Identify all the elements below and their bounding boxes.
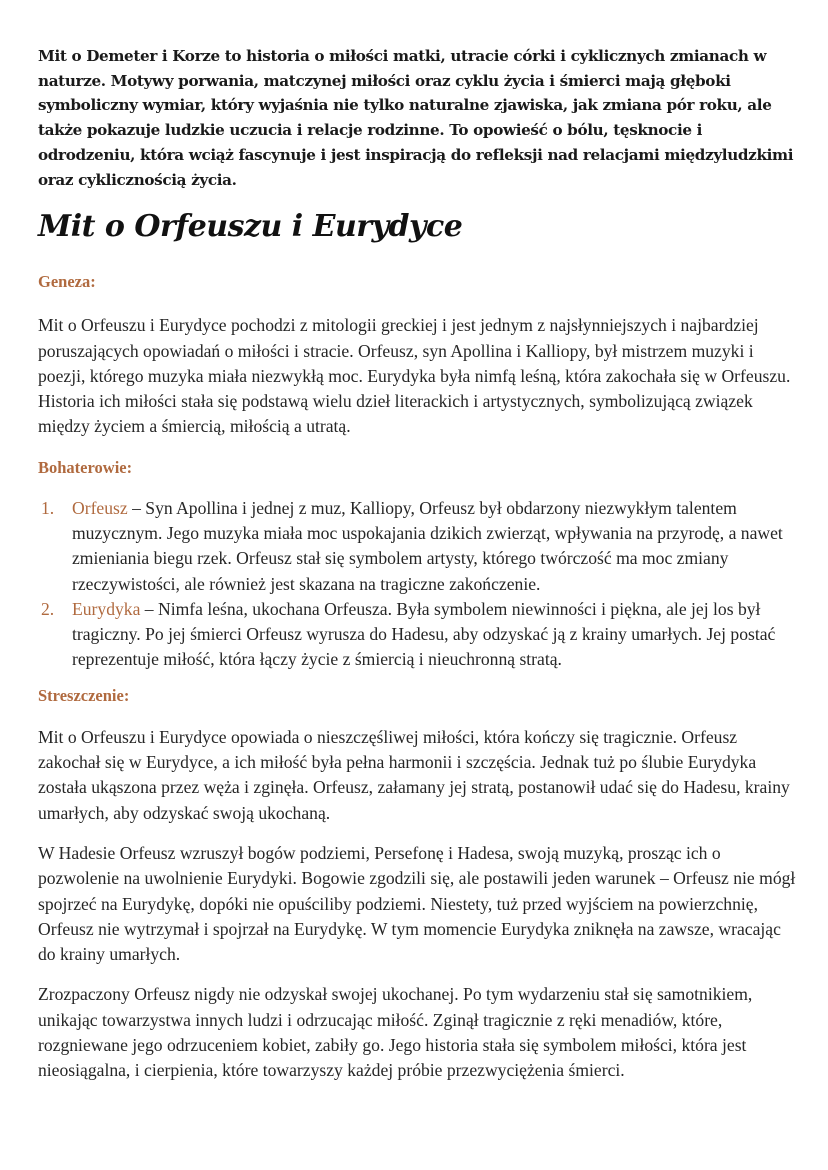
page-title: Mit o Orfeuszu i Eurydyce (38, 209, 463, 245)
list-number: 2. (41, 598, 55, 619)
character-description: – Syn Apollina i jednej z muz, Kalliopy, Orfeusz był obdarzony niezwykłym talentem muzycznym. Jego muzyka miała moc uspokajania dzikich zwierząt, wpływania na przyrodę, a nawet zmieniania biegu rzek. Orfeusz stał się symbolem artysty, którego twórczość ma moc zmiany rzeczywistości, ale również jest skazana na tragiczne zakończenie. (72, 497, 783, 594)
character-name: Eurydyka (72, 598, 141, 619)
character-description: – Nimfa leśna, ukochana Orfeusza. Była symbolem niewinności i piękna, ale jej los był tragiczny. Po jej śmierci Orfeusz wyrusza do Hadesu, aby odzyskać ją z krainy umarłych. Jej postać reprezentuje miłość, która łączy życie z śmiercią i nieuchronną stratą. (72, 598, 776, 670)
document-page (38, 44, 798, 1084)
intro-paragraph: Mit o Demeter i Korze to historia o miłości matki, utracie córki i cyklicznych zmianach w naturze. Motywy porwania, matczynej miłości oraz cyklu życia i śmierci mają głęboki symboliczny wymiar, który wyjaśnia nie tylko naturalne zjawiska, jak zmiana pór roku, ale także pokazuje ludzkie uczucia i relacje rodzinne. To opowieść o bólu, tęsknocie i odrodzeniu, która wciąż fascynuje i jest inspiracją do refleksji nad relacjami międzyludzkimi oraz cyklicznością życia. (38, 47, 794, 189)
summary-paragraph: Mit o Orfeuszu i Eurydyce opowiada o nieszczęśliwej miłości, która kończy się tragicznie. Orfeusz zakochał się w Eurydyce, a ich miłość była pełna harmonii i szczęścia. Jednak tuż po ślubie Eurydyka została ukąszona przez węża i zginęła. Orfeusz, załamany jej stratą, postanowił udać się do Hadesu, krainy umarłych, aby odzyskać swoją ukochaną. (38, 726, 790, 823)
list-number: 1. (41, 497, 55, 518)
geneza-paragraph: Mit o Orfeuszu i Eurydyce pochodzi z mitologii greckiej i jest jednym z najsłynniejszych i najbardziej poruszających opowiadań o miłości i stracie. Orfeusz, syn Apollina i Kalliopy, był mistrzem muzyki i poezji, którego muzyka miała niezwykłą moc. Eurydyka była nimfą leśną, która zakochała się w Orfeuszu. Historia ich miłości stała się podstawą wielu dzieł literackich i artystycznych, symbolizującą związek między życiem a śmiercią, miłością a utratą. (38, 315, 791, 437)
list-item (38, 597, 798, 673)
section-heading-bohaterowie: Bohaterowie: (38, 457, 133, 477)
summary-paragraph: W Hadesie Orfeusz wzruszył bogów podziemi, Persefonę i Hadesa, swoją muzyką, prosząc ich o pozwolenie na uwolnienie Eurydyki. Bogowie zgodzili się, ale postawili jeden warunek – Orfeusz nie mógł spojrzeć na Eurydykę, dopóki nie opuściliby podziemi. Niestety, tuż przed wyjściem na powierzchnię, Orfeusz nie wytrzymał i spojrzał na Eurydykę. W tym momencie Eurydyka zniknęła na zawsze, wracając do krainy umarłych. (38, 842, 796, 965)
summary-paragraph: Zrozpaczony Orfeusz nigdy nie odzyskał swojej ukochanej. Po tym wydarzeniu stał się samotnikiem, unikając towarzystwa innych ludzi i odrzucając miłość. Zginął tragicznie z ręki menadiów, które, rozgniewane jego odrzuceniem kobiet, zabiły go. Jego historia stała się symbolem miłości, która jest nieosiągalna, i cierpienia, które towarzyszy każdej próbie przezwyciężenia śmierci. (38, 984, 753, 1081)
section-heading-geneza: Geneza: (38, 272, 96, 292)
list-item (38, 496, 798, 597)
characters-list (38, 496, 798, 673)
section-heading-streszczenie: Streszczenie: (38, 685, 130, 705)
character-name: Orfeusz (72, 497, 128, 518)
